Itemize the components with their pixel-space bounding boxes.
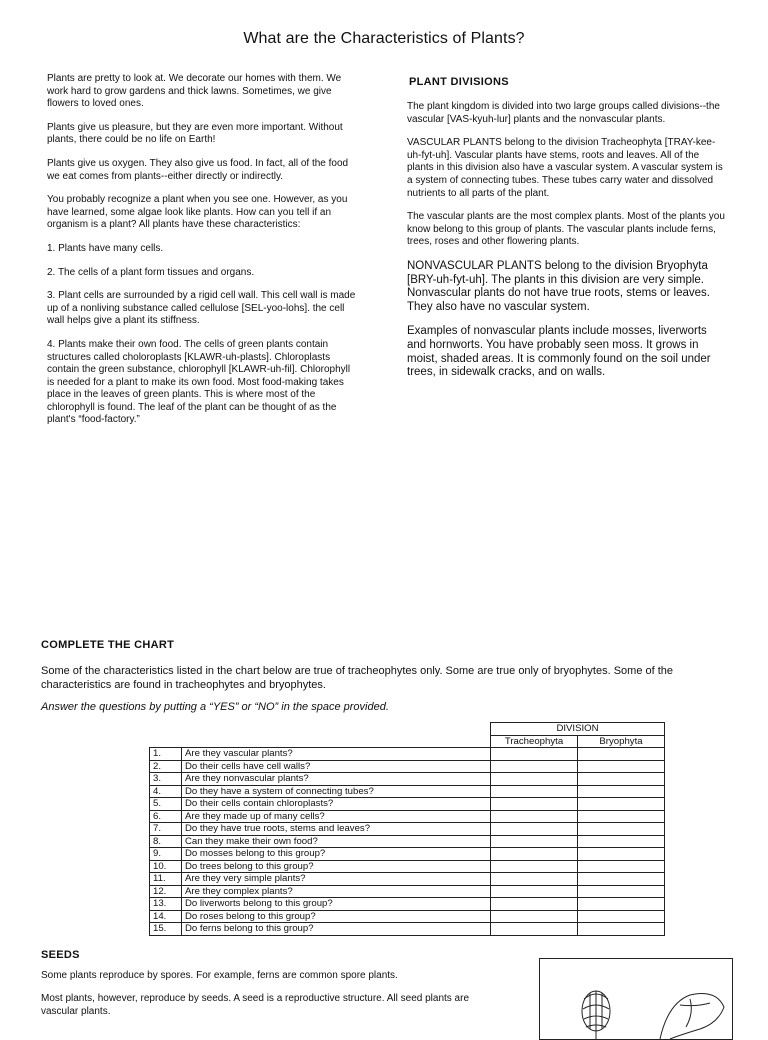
question-number: 11. — [150, 873, 182, 886]
question-text: Do they have a system of connecting tubes? — [182, 785, 491, 798]
table-row — [150, 910, 665, 923]
bryophyta-answer-cell[interactable] — [578, 885, 665, 898]
bryophyta-answer-cell[interactable] — [578, 898, 665, 911]
division-header: DIVISION — [491, 723, 665, 736]
question-number: 2. — [150, 760, 182, 773]
table-row — [150, 898, 665, 911]
characteristics-table — [149, 722, 665, 936]
characteristic-item: 3. Plant cells are surrounded by a rigid cell wall. This cell wall is made up of a nonliving substance called cellulose [SEL-yoo-lohs]. the cell wall helps give a plant its stiffness. — [47, 290, 356, 327]
question-number: 1. — [150, 748, 182, 761]
bryophyta-answer-cell[interactable] — [578, 810, 665, 823]
table-row — [150, 823, 665, 836]
right-paragraph: The plant kingdom is divided into two large groups called divisions--the vascular [VAS-kyuh-lur] plants and the nonvascular plants. — [407, 101, 720, 125]
tracheophyta-answer-cell[interactable] — [491, 910, 578, 923]
question-number: 7. — [150, 823, 182, 836]
right-paragraph: The vascular plants are the most complex plants. Most of the plants you know belong to this group of plants. The vascular plants include ferns, trees, roses and other flowering plants. — [407, 211, 725, 248]
left-paragraph: Plants give us oxygen. They also give us food. In fact, all of the food we eat comes from plants--either directly or indirectly. — [47, 157, 349, 182]
bryophyta-column-header: Bryophyta — [578, 735, 665, 748]
table-row — [150, 860, 665, 873]
question-text: Are they nonvascular plants? — [182, 773, 491, 786]
characteristic-item: 1. Plants have many cells. — [47, 242, 164, 254]
tracheophyta-answer-cell[interactable] — [491, 748, 578, 761]
question-text: Are they very simple plants? — [182, 873, 491, 886]
plant-divisions-heading: PLANT DIVISIONS — [409, 76, 509, 88]
tracheophyta-answer-cell[interactable] — [491, 823, 578, 836]
question-text: Are they vascular plants? — [182, 748, 491, 761]
chart-instruction: Answer the questions by putting a “YES” or “NO” in the space provided. — [41, 701, 389, 713]
table-row — [150, 885, 665, 898]
plant-cone-icon — [540, 959, 732, 1039]
tracheophyta-answer-cell[interactable] — [491, 848, 578, 861]
question-number: 9. — [150, 848, 182, 861]
tracheophyta-answer-cell[interactable] — [491, 798, 578, 811]
seeds-heading: SEEDS — [41, 949, 80, 961]
bryophyta-answer-cell[interactable] — [578, 848, 665, 861]
bryophyta-answer-cell[interactable] — [578, 760, 665, 773]
question-text: Do trees belong to this group? — [182, 860, 491, 873]
left-column — [47, 73, 357, 438]
tracheophyta-answer-cell[interactable] — [491, 873, 578, 886]
question-number: 8. — [150, 835, 182, 848]
question-text: Do ferns belong to this group? — [182, 923, 491, 936]
question-text: Do liverworts belong to this group? — [182, 898, 491, 911]
bryophyta-answer-cell[interactable] — [578, 748, 665, 761]
table-header-row — [150, 723, 665, 736]
characteristic-item: 4. Plants make their own food. The cells of green plants contain structures called choloroplasts [KLAWR-uh-plasts]. Chloroplasts contain the green substance, chlorophyll [KLAWR-uh-fil]. Chlorophyll is needed for a plant to make its own food. Most food-making takes place in the leaves of green plants. This is where most of the chlorophyll is found. The leaf of the plant can be thought of as the plant's “food-factory.” — [47, 338, 351, 426]
left-paragraph: Plants are pretty to look at. We decorate our homes with them. We work hard to grow gardens and thick lawns. Sometimes, we give flowers to loved ones. — [47, 73, 342, 110]
characteristic-item: 2. The cells of a plant form tissues and organs. — [47, 266, 255, 278]
tracheophyta-answer-cell[interactable] — [491, 885, 578, 898]
bryophyta-answer-cell[interactable] — [578, 860, 665, 873]
bryophyta-answer-cell[interactable] — [578, 823, 665, 836]
chart-intro: Some of the characteristics listed in the chart below are true of tracheophytes only. Some are true only of bryophytes. Some of the characteristics are found in tracheophytes and bryophytes. — [41, 665, 674, 691]
question-text: Can they make their own food? — [182, 835, 491, 848]
table-row — [150, 873, 665, 886]
table-row — [150, 760, 665, 773]
question-number: 10. — [150, 860, 182, 873]
bryophyta-answer-cell[interactable] — [578, 798, 665, 811]
table-row — [150, 748, 665, 761]
seeds-paragraph: Some plants reproduce by spores. For example, ferns are common spore plants. — [41, 970, 398, 981]
bryophyta-answer-cell[interactable] — [578, 773, 665, 786]
table-row — [150, 785, 665, 798]
tracheophyta-answer-cell[interactable] — [491, 785, 578, 798]
bryophyta-answer-cell[interactable] — [578, 785, 665, 798]
question-text: Do they have true roots, stems and leaves? — [182, 823, 491, 836]
seeds-paragraph: Most plants, however, reproduce by seeds. A seed is a reproductive structure. All seed plants are vascular plants. — [41, 993, 470, 1017]
tracheophyta-answer-cell[interactable] — [491, 773, 578, 786]
right-paragraph: Examples of nonvascular plants include mosses, liverworts and hornworts. You have probably seen moss. It grows in moist, shaded areas. It is commonly found on the soil under trees, in sidewalk cracks, and on walls. — [407, 325, 711, 379]
tracheophyta-answer-cell[interactable] — [491, 810, 578, 823]
bryophyta-answer-cell[interactable] — [578, 910, 665, 923]
tracheophyta-answer-cell[interactable] — [491, 923, 578, 936]
question-text: Do roses belong to this group? — [182, 910, 491, 923]
question-number: 12. — [150, 885, 182, 898]
question-text: Do mosses belong to this group? — [182, 848, 491, 861]
table-row — [150, 798, 665, 811]
tracheophyta-answer-cell[interactable] — [491, 835, 578, 848]
bryophyta-answer-cell[interactable] — [578, 923, 665, 936]
table-row — [150, 848, 665, 861]
question-number: 15. — [150, 923, 182, 936]
table-row — [150, 923, 665, 936]
question-number: 6. — [150, 810, 182, 823]
complete-chart-heading: COMPLETE THE CHART — [41, 639, 175, 651]
tracheophyta-answer-cell[interactable] — [491, 860, 578, 873]
right-column — [407, 101, 725, 391]
question-number: 13. — [150, 898, 182, 911]
bryophyta-answer-cell[interactable] — [578, 835, 665, 848]
question-text: Are they made up of many cells? — [182, 810, 491, 823]
table-row — [150, 810, 665, 823]
table-header-row — [150, 735, 665, 748]
table-row — [150, 835, 665, 848]
tracheophyta-column-header: Tracheophyta — [491, 735, 578, 748]
bryophyta-answer-cell[interactable] — [578, 873, 665, 886]
question-text: Do their cells have cell walls? — [182, 760, 491, 773]
table-row — [150, 773, 665, 786]
question-number: 3. — [150, 773, 182, 786]
left-paragraph: Plants give us pleasure, but they are even more important. Without plants, there could be no life on Earth! — [47, 121, 343, 146]
right-paragraph: NONVASCULAR PLANTS belong to the division Bryophyta [BRY-uh-fyt-uh]. The plants in this division are very simple. Nonvascular plants do not have true roots, stems or leaves. They also have no vascular system. — [407, 259, 710, 313]
question-number: 4. — [150, 785, 182, 798]
question-text: Do their cells contain chloroplasts? — [182, 798, 491, 811]
question-number: 5. — [150, 798, 182, 811]
plant-illustration — [539, 958, 733, 1040]
left-paragraph: You probably recognize a plant when you see one. However, as you have learned, some algae look like plants. How can you tell if an organism is a plant? All plants have these characteristics: — [47, 194, 348, 231]
question-number: 14. — [150, 910, 182, 923]
tracheophyta-answer-cell[interactable] — [491, 898, 578, 911]
question-text: Are they complex plants? — [182, 885, 491, 898]
tracheophyta-answer-cell[interactable] — [491, 760, 578, 773]
right-paragraph: VASCULAR PLANTS belong to the division Tracheophyta [TRAY-kee-uh-fyt-uh]. Vascular plants have stems, roots and leaves. All of the plants in this division also have a vascular system. A vascular system is a system of connecting tubes. These tubes carry water and dissolved nutrients to all parts of the plant. — [407, 137, 723, 199]
page-title: What are the Characteristics of Plants? — [243, 30, 525, 47]
